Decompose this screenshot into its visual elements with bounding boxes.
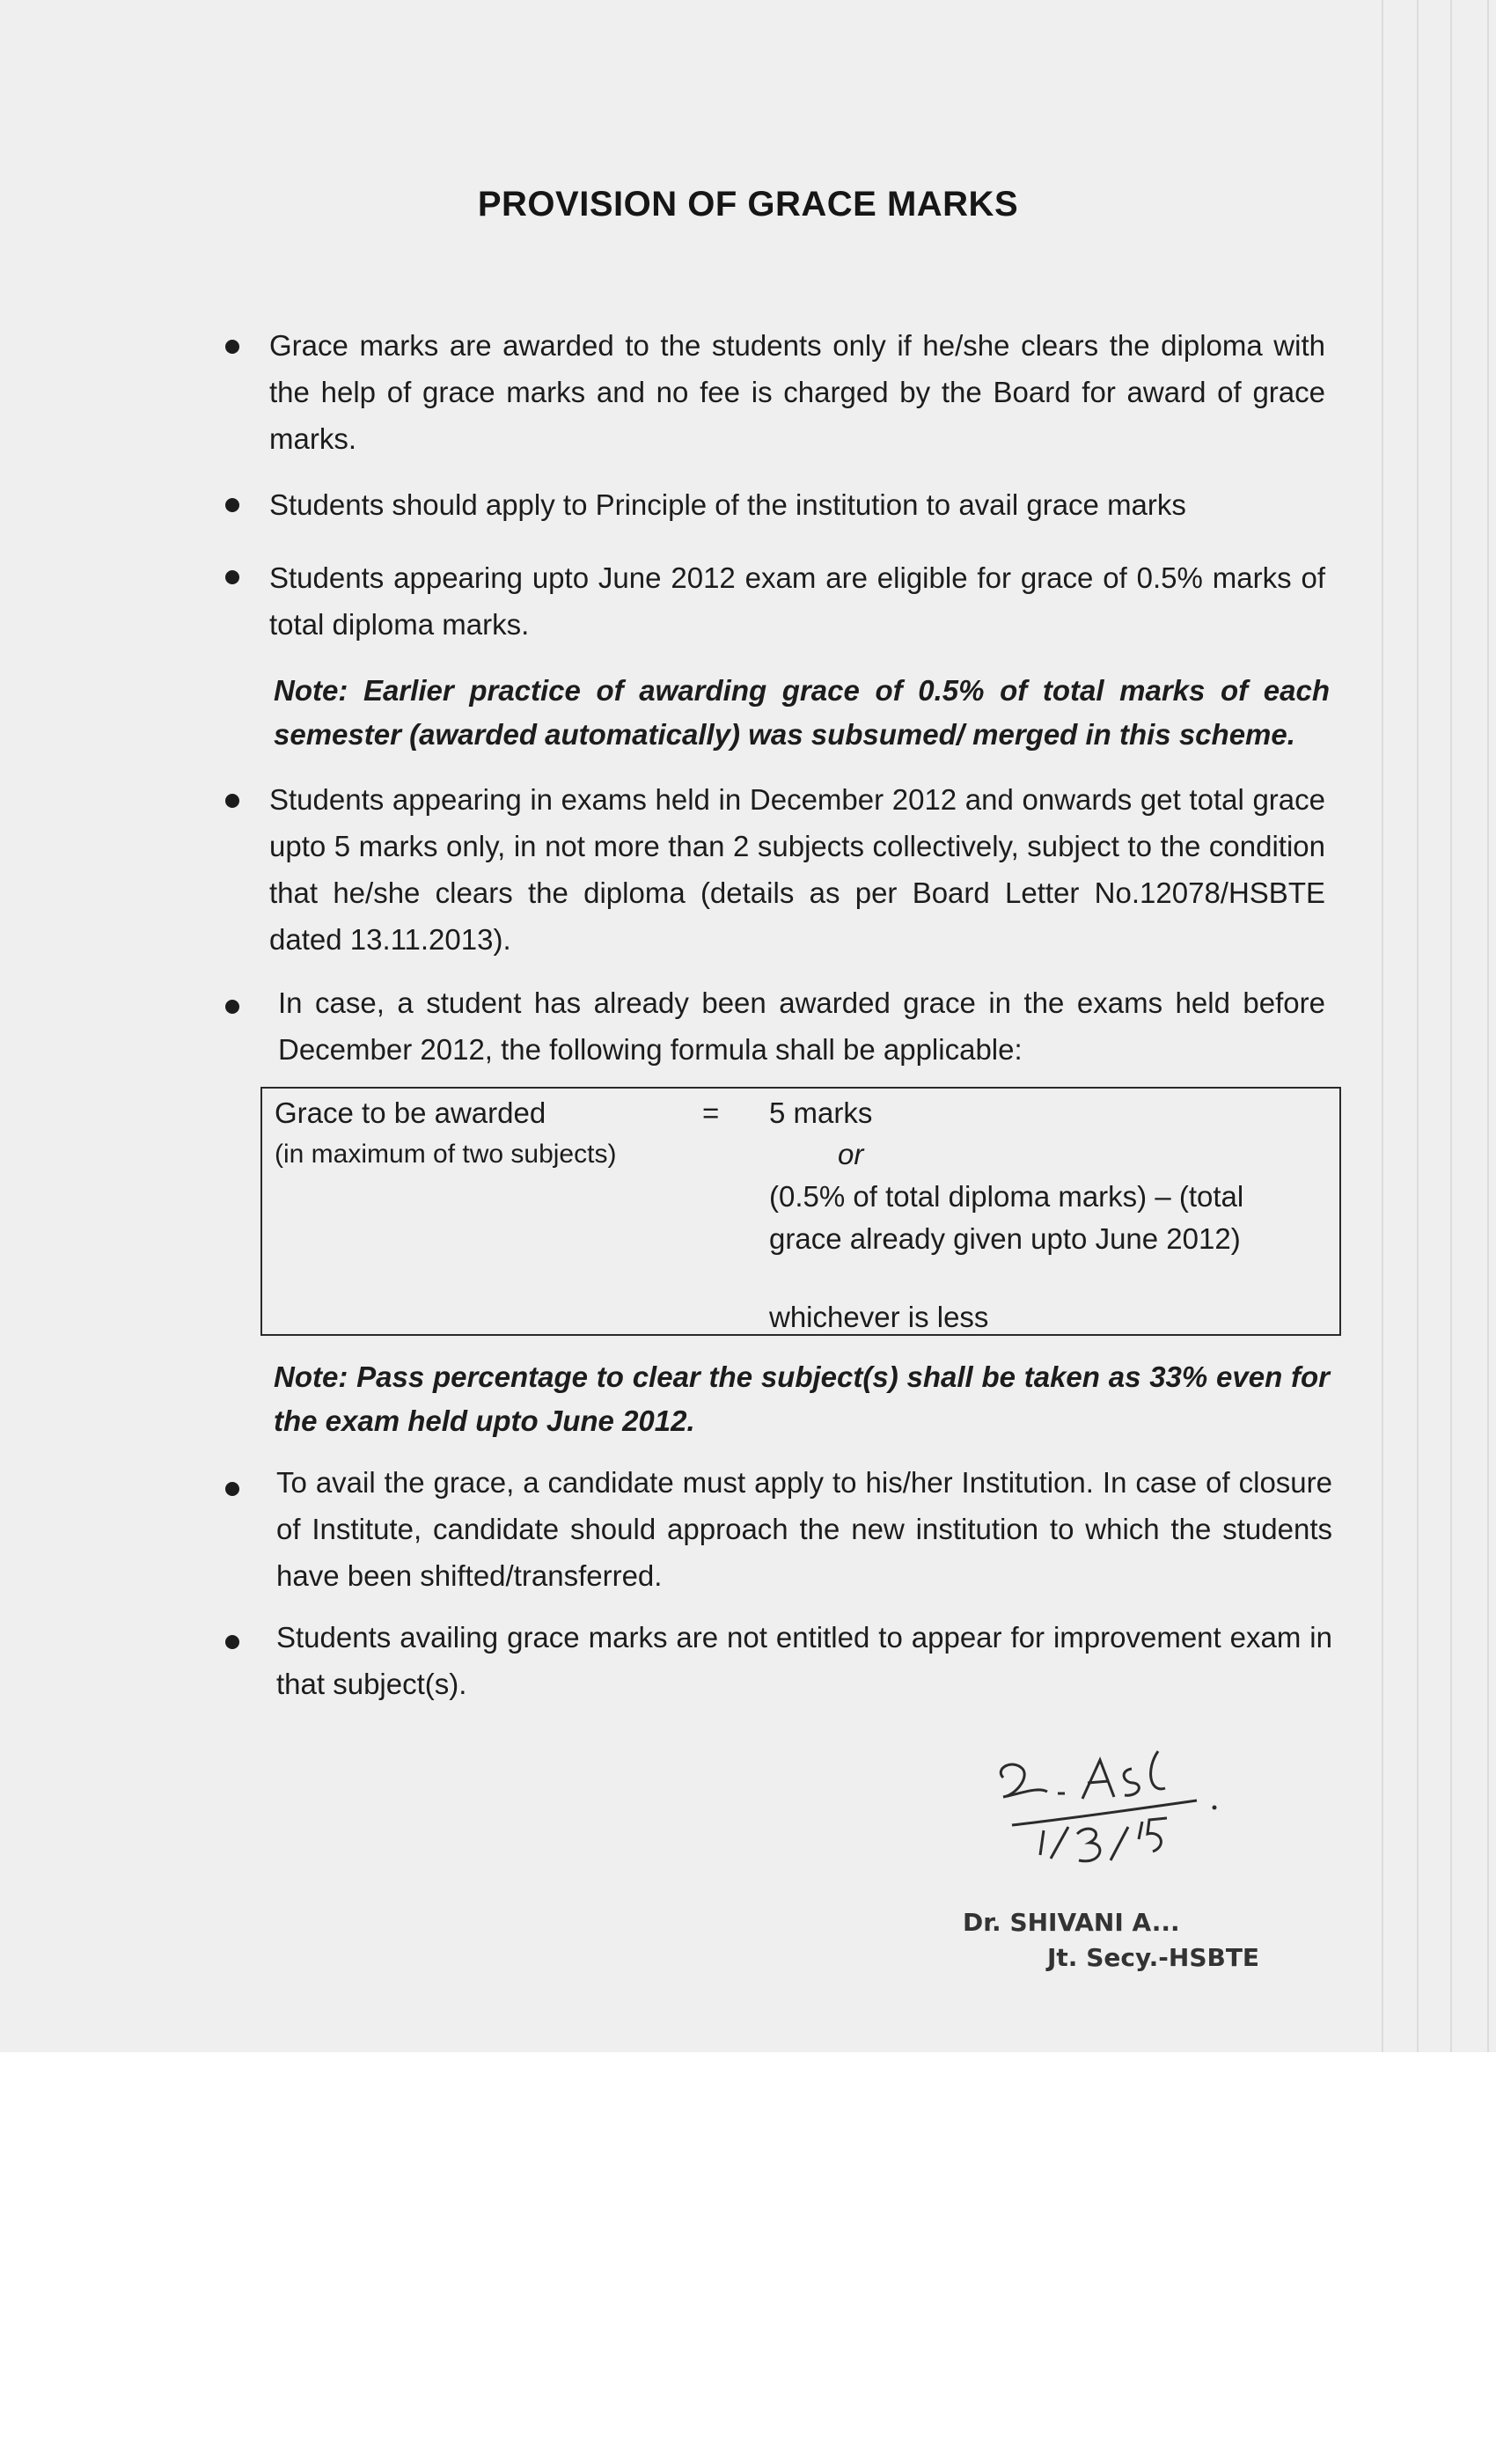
bullet-icon bbox=[225, 794, 239, 808]
list-item: Students appearing upto June 2012 exam are eligible for grace of 0.5% marks of total diploma marks. bbox=[269, 561, 1325, 641]
bullet-icon bbox=[225, 1635, 239, 1649]
bullet-icon bbox=[225, 498, 239, 512]
bullet-icon bbox=[225, 570, 239, 584]
formula-or: or bbox=[838, 1138, 864, 1170]
formula-sublabel: (in maximum of two subjects) bbox=[275, 1140, 617, 1169]
bullet-icon bbox=[225, 340, 239, 354]
bullet-icon bbox=[225, 1000, 239, 1014]
bullet-icon bbox=[225, 1482, 239, 1496]
list-item: Students appearing in exams held in December 2012 and onwards get total grace upto 5 marks only, in not more than 2 subjects collectively, subject to the condition that he/she clears the diploma (details as per Board Letter No.12078/HSBTE dated 13.11.2013). bbox=[269, 783, 1325, 956]
handwritten-signature bbox=[977, 1742, 1241, 1892]
formula-option-five-marks: 5 marks bbox=[769, 1096, 873, 1129]
formula-equals-sign: = bbox=[702, 1096, 720, 1129]
scan-edge-line bbox=[1417, 0, 1419, 2052]
stamp-designation: Jt. Secy.-HSBTE bbox=[1047, 1943, 1260, 1972]
scan-edge-line bbox=[1450, 0, 1452, 2052]
list-item: Students availing grace marks are not entitled to appear for improvement exam in that subject(s). bbox=[276, 1621, 1332, 1700]
stamp-name: Dr. SHIVANI A... bbox=[963, 1908, 1180, 1937]
list-item: To avail the grace, a candidate must apply to his/her Institution. In case of closure of Institute, candidate should approach the new institution to which the students have been shifted/transferred. bbox=[276, 1466, 1332, 1592]
formula-label: Grace to be awarded bbox=[275, 1096, 546, 1129]
list-item: Students should apply to Principle of the institution to avail grace marks bbox=[269, 488, 1186, 521]
note-earlier-practice: Note: Earlier practice of awarding grace of 0.5% of total marks of each semester (awarded automatically) was subsumed/ merged in this scheme. bbox=[274, 674, 1330, 751]
formula-option-percentage: (0.5% of total diploma marks) – (total bbox=[769, 1180, 1244, 1213]
page-title: PROVISION OF GRACE MARKS bbox=[477, 185, 1019, 224]
formula-option-percentage-cont: grace already given upto June 2012) bbox=[769, 1222, 1241, 1255]
scan-edge-line bbox=[1382, 0, 1383, 2052]
list-item: Grace marks are awarded to the students only if he/she clears the diploma with the help of grace marks and no fee is charged by the Board for award of grace marks. bbox=[269, 329, 1325, 455]
list-item: In case, a student has already been awarded grace in the exams held before December 2012, the following formula shall be applicable: bbox=[278, 986, 1325, 1066]
formula-condition: whichever is less bbox=[769, 1301, 989, 1333]
note-pass-percentage: Note: Pass percentage to clear the subject(s) shall be taken as 33% even for the exam held upto June 2012. bbox=[274, 1360, 1330, 1437]
grace-formula-box bbox=[260, 1087, 1341, 1336]
scan-edge-line bbox=[1487, 0, 1489, 2052]
